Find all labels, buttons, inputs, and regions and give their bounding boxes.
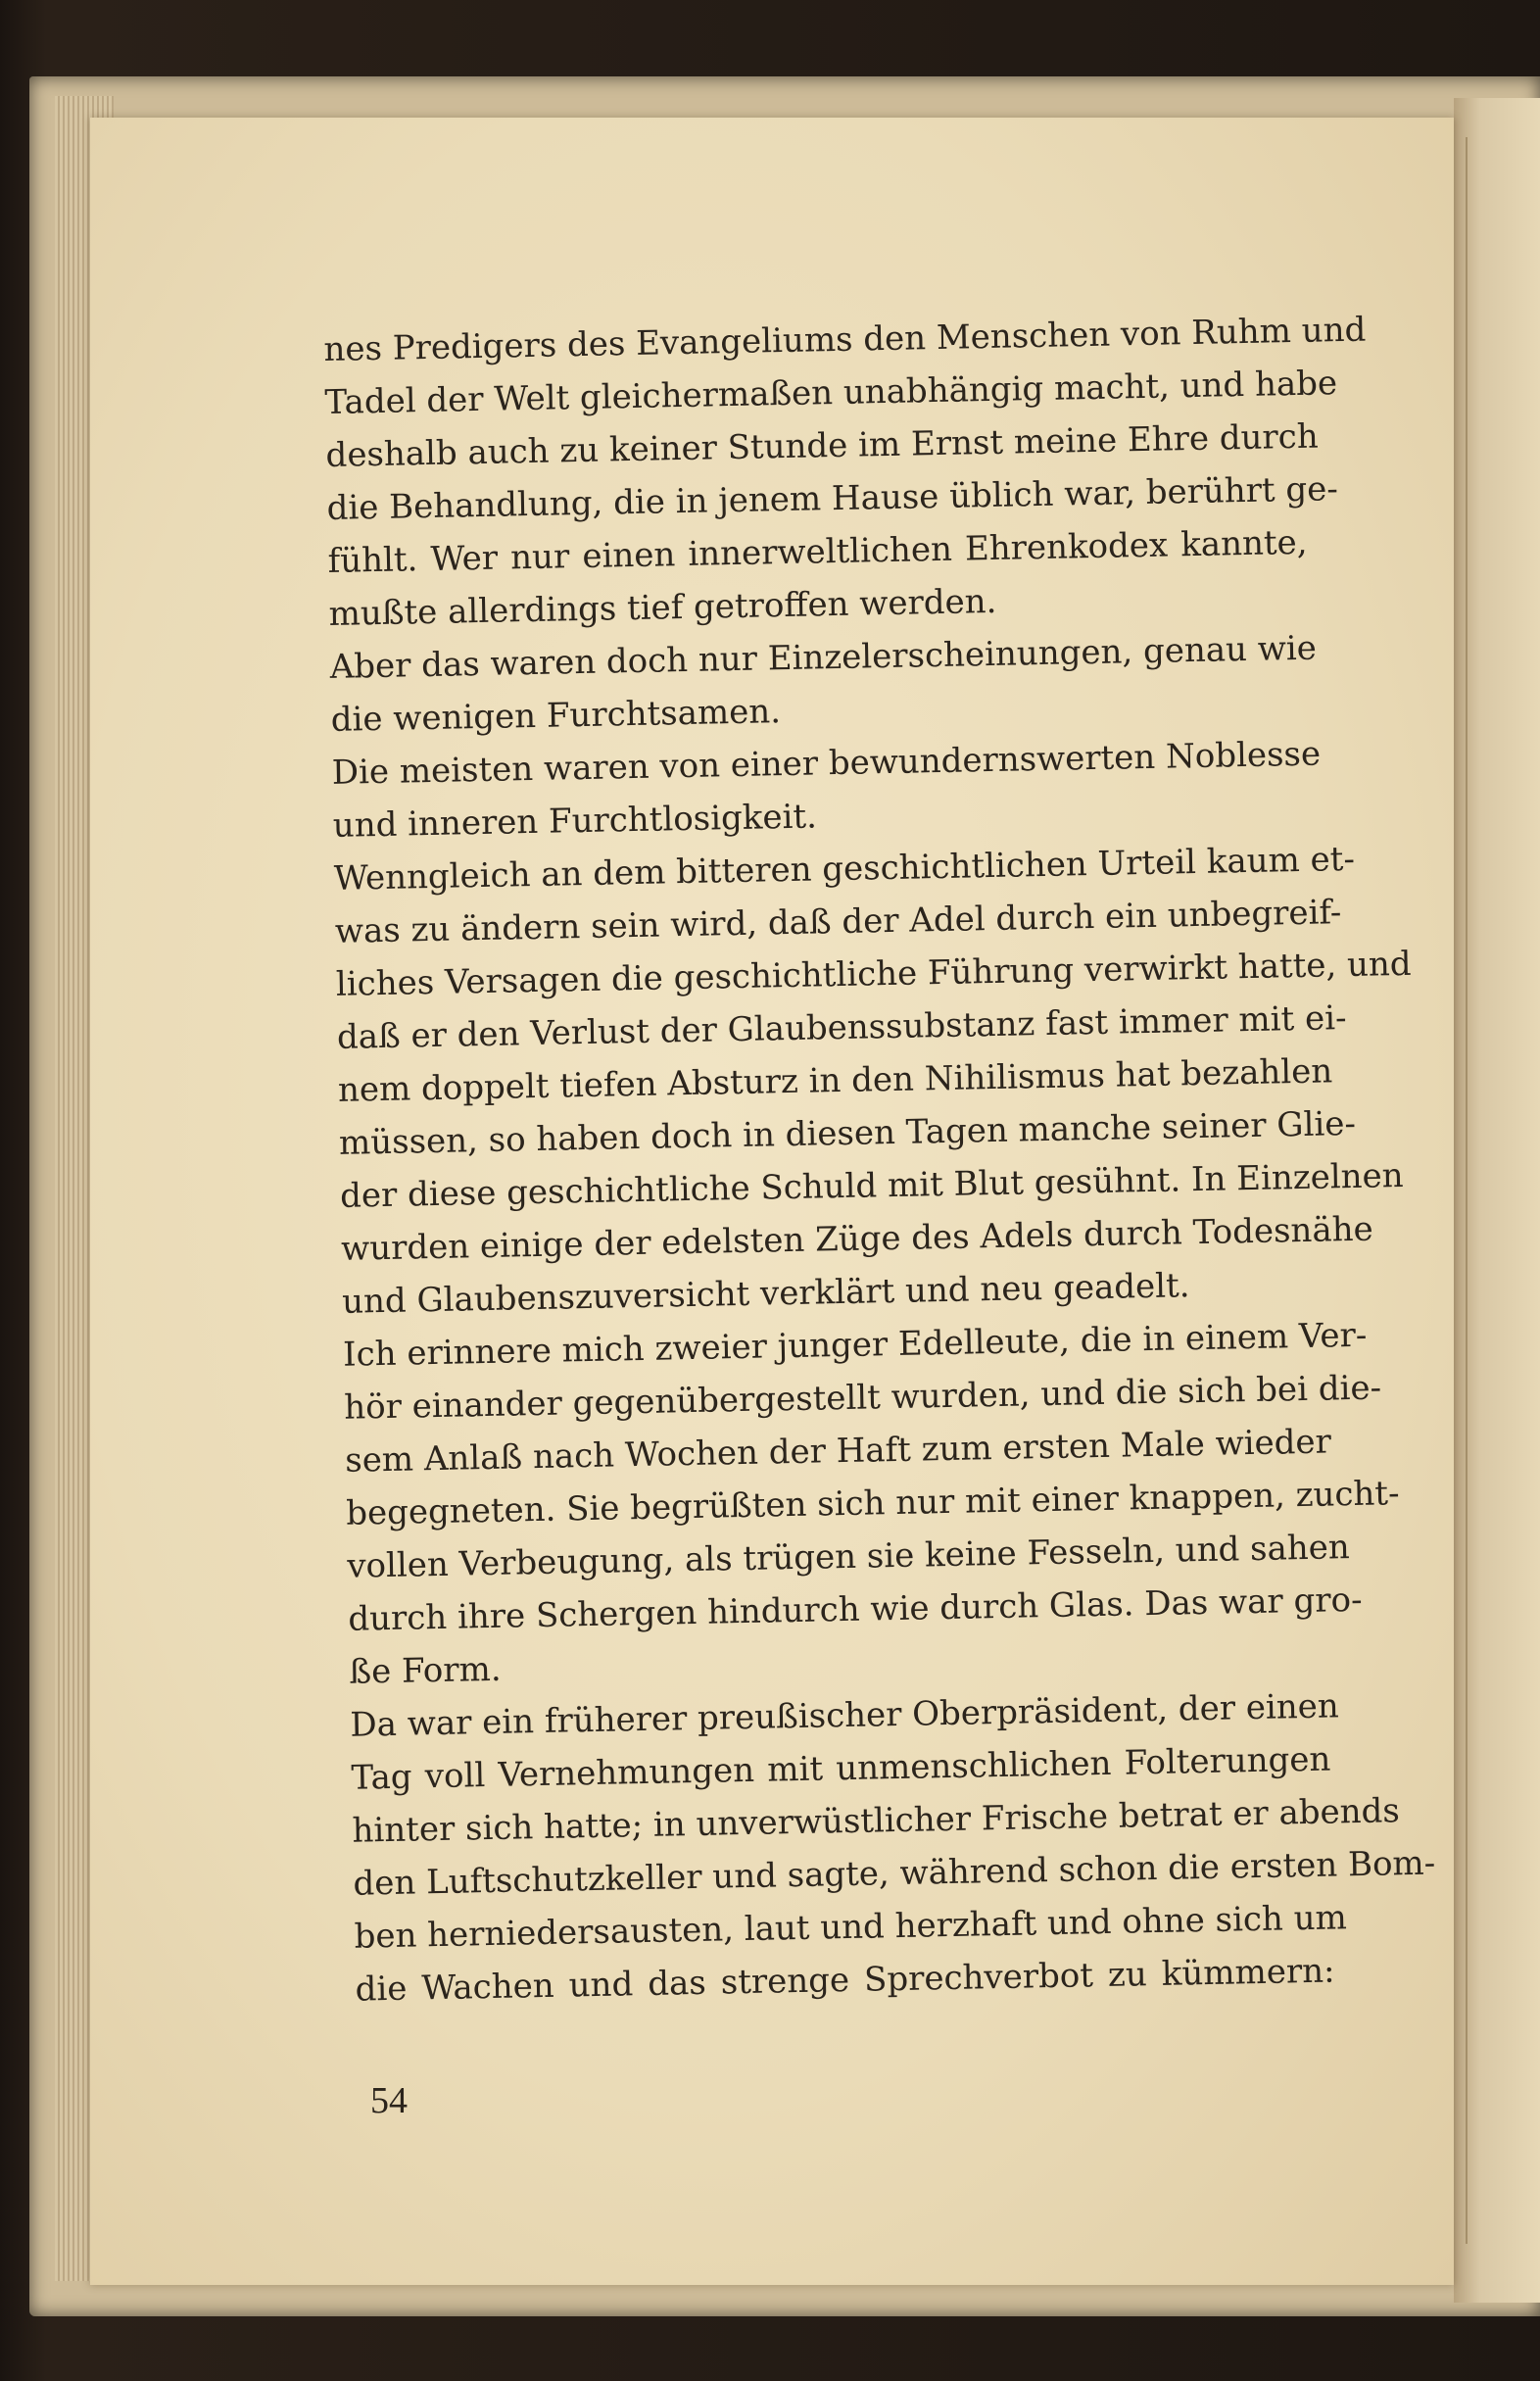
text-line: der diese geschichtliche Schuld mit Blut gesühnt. In Einzelnen: [339, 1155, 1404, 1216]
text-line: daß er den Verlust der Glaubenssubstanz fast immer mit ei-: [336, 998, 1347, 1057]
text-line: und Glaubenszuversicht verklärt und neu geadelt.: [341, 1266, 1190, 1322]
text-line: müssen, so haben doch in diesen Tagen manche seiner Glie-: [338, 1103, 1357, 1163]
text-line: begegneten. Sie begrüßten sich nur mit einer knappen, zucht-: [345, 1474, 1400, 1533]
text-line: was zu ändern sein wird, daß der Adel durch ein unbegreif-: [334, 893, 1342, 951]
text-line: Da war ein früherer preußischer Oberpräsident, der einen: [350, 1686, 1340, 1745]
text-line: sem Anlaß nach Wochen der Haft zum ersten Male wieder: [344, 1422, 1332, 1481]
text-line: die Wachen und das strenge Sprechverbot zu kümmern:: [355, 1951, 1335, 2010]
text-line: hör einander gegenübergestellt wurden, und die sich bei die-: [343, 1368, 1382, 1428]
text-line: Tag voll Vernehmungen mit unmenschlichen Folterungen: [351, 1739, 1331, 1798]
text-line: wurden einige der edelsten Züge des Adels durch Todesnähe: [340, 1209, 1374, 1269]
body-text: [323, 305, 1436, 2017]
text-line: Die meisten waren von einer bewundernswerten Noblesse: [331, 734, 1322, 793]
text-line: fühlt. Wer nur einen innerweltlichen Ehrenkodex kannte,: [327, 522, 1308, 581]
text-line: ße Form.: [349, 1649, 502, 1692]
text-line: vollen Verbeugung, als trügen sie keine Fesseln, und sahen: [346, 1528, 1351, 1586]
gutter-line: [1466, 137, 1468, 2244]
text-line: mußte allerdings tief getroffen werden.: [328, 581, 997, 634]
text-line: Ich erinnere mich zweier junger Edelleute, die in einem Ver-: [342, 1315, 1368, 1375]
text-line: Wenngleich an dem bitteren geschichtlichen Urteil kaum et-: [333, 839, 1356, 899]
text-line: deshalb auch zu keiner Stunde im Ernst meine Ehre durch: [325, 416, 1320, 475]
text-line: Tadel der Welt gleichermaßen unabhängig macht, und habe: [324, 364, 1338, 422]
text-line: Aber das waren doch nur Einzelerscheinungen, genau wie: [329, 628, 1318, 687]
text-line: und inneren Furchtlosigkeit.: [332, 797, 818, 846]
text-line: nes Predigers des Evangeliums den Menschen von Ruhm und: [323, 310, 1367, 369]
page-number: 54: [370, 2080, 408, 2121]
text-line: durch ihre Schergen hindurch wie durch Glas. Das war gro-: [348, 1579, 1363, 1639]
text-line: die wenigen Furchtsamen.: [330, 692, 782, 740]
text-line: ben herniedersausten, laut und herzhaft und ohne sich um: [354, 1898, 1348, 1957]
text-line: liches Versagen die geschichtliche Führung verwirkt hatte, und: [335, 944, 1412, 1004]
text-line: hinter sich hatte; in unverwüstlicher Frische betrat er abends: [352, 1791, 1401, 1851]
text-line: den Luftschutzkeller und sagte, während schon die ersten Bom-: [353, 1843, 1436, 1904]
text-line: nem doppelt tiefen Absturz in den Nihilismus hat bezahlen: [337, 1051, 1333, 1110]
text-line: die Behandlung, die in jenem Hause üblich war, berührt ge-: [326, 469, 1339, 528]
